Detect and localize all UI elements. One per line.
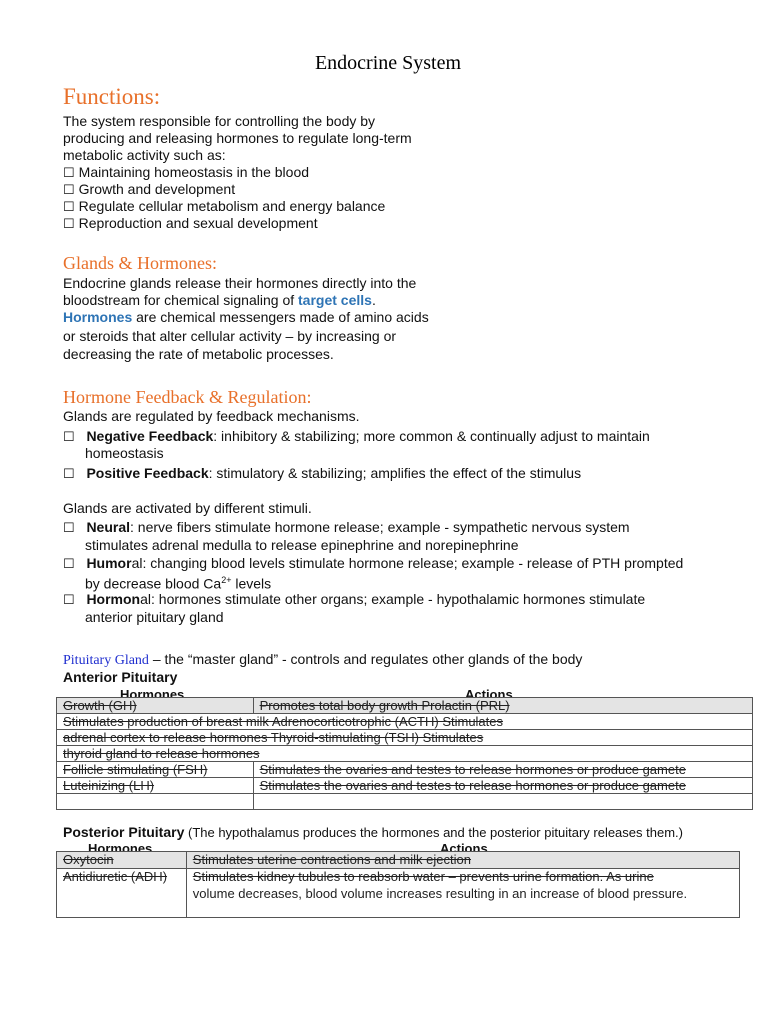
checkbox-icon: ☐ [63, 520, 75, 535]
table-cell: thyroid gland to release hormones [57, 746, 753, 762]
table-cell [253, 794, 752, 810]
glands-line-1: Endocrine glands release their hormones directly into the [63, 275, 417, 291]
glands-line-3: Hormones are chemical messengers made of amino acids [63, 309, 429, 325]
table-cell: Follicle stimulating (FSH) [57, 762, 254, 778]
hormonal-stimulus: ☐ Hormonal: hormones stimulate other organs; example - hypothalamic hormones stimulate [63, 591, 646, 607]
negative-feedback: ☐ Negative Feedback: inhibitory & stabilizing; more common & continually adjust to maintain [63, 428, 650, 444]
anterior-col-actions: Actions [465, 687, 513, 702]
table-cell: Stimulates kidney tubules to reabsorb water – prevents urine formation. As urine volume decreases, blood volume increases resulting in an increase of blood pressure. [186, 869, 739, 918]
functions-bullet: ☐ Maintaining homeostasis in the blood [63, 164, 310, 180]
posterior-col-actions: Actions [440, 841, 488, 856]
checkbox-icon: ☐ [63, 182, 75, 197]
table-row [57, 698, 753, 714]
neural-stimulus: ☐ Neural: nerve fibers stimulate hormone release; example - sympathetic nervous system [63, 519, 630, 535]
checkbox-icon: ☐ [63, 199, 75, 214]
checkbox-icon: ☐ [63, 165, 75, 180]
table-row [57, 869, 740, 918]
table-row [57, 714, 753, 730]
positive-feedback: ☐ Positive Feedback: stimulatory & stabilizing; amplifies the effect of the stimulus [63, 465, 582, 481]
table-cell: Stimulates the ovaries and testes to release hormones or produce gamete [253, 762, 752, 778]
checkbox-icon: ☐ [63, 429, 75, 444]
document-title: Endocrine System [314, 52, 462, 74]
glands-line-2: bloodstream for chemical signaling of target cells. [63, 292, 376, 308]
table-cell: Promotes total body growth Prolactin (PRL) [253, 698, 752, 714]
table-row [57, 746, 753, 762]
negative-feedback-cont: homeostasis [85, 445, 164, 461]
functions-bullet: ☐ Growth and development [63, 181, 236, 197]
anterior-col-hormones: Hormones [120, 687, 185, 702]
glands-heading: Glands & Hormones: [63, 253, 217, 273]
table-cell: Antidiuretic (ADH) [57, 869, 187, 918]
humoral-stimulus-cont: by decrease blood $Ca^{2+}$ levels [85, 575, 272, 592]
checkbox-icon: ☐ [63, 592, 75, 607]
table-row [57, 794, 753, 810]
table-cell: Growth (GH) [57, 698, 254, 714]
posterior-heading-line: Posterior Pituitary (The hypothalamus produces the hormones and the posterior pituitary releases them.) [63, 824, 683, 840]
table-cell: Stimulates uterine contractions and milk ejection [186, 852, 739, 869]
anterior-heading: Anterior Pituitary [63, 669, 178, 685]
hormonal-stimulus-cont: anterior pituitary gland [85, 609, 224, 625]
table-row [57, 852, 740, 869]
table-row [57, 778, 753, 794]
posterior-table [56, 851, 740, 918]
feedback-intro: Glands are regulated by feedback mechanisms. [63, 408, 360, 424]
checkbox-icon: ☐ [63, 466, 75, 481]
table-cell: adrenal cortex to release hormones Thyroid-stimulating (TSH) Stimulates [57, 730, 753, 746]
checkbox-icon: ☐ [63, 556, 75, 571]
checkbox-icon: ☐ [63, 216, 75, 231]
table-cell: Luteinizing (LH) [57, 778, 254, 794]
table-cell: Oxytocin [57, 852, 187, 869]
functions-heading: Functions: [63, 84, 161, 109]
posterior-col-hormones: Hormones [88, 841, 153, 856]
table-cell [57, 794, 254, 810]
neural-stimulus-cont: stimulates adrenal medulla to release epinephrine and norepinephrine [85, 537, 519, 553]
table-row [57, 730, 753, 746]
functions-line-2: producing and releasing hormones to regulate long-term [63, 130, 412, 146]
stimuli-intro: Glands are activated by different stimuli. [63, 500, 312, 516]
humoral-stimulus: ☐ Humoral: changing blood levels stimulate hormone release; example - release of PTH prompted [63, 555, 684, 571]
feedback-heading: Hormone Feedback & Regulation: [63, 387, 312, 407]
functions-bullet: ☐ Regulate cellular metabolism and energy balance [63, 198, 386, 214]
functions-line-3: metabolic activity such as: [63, 147, 226, 163]
table-cell: Stimulates production of breast milk Adrenocorticotrophic (ACTH) Stimulates [57, 714, 753, 730]
anterior-table [56, 697, 753, 810]
glands-line-5: decreasing the rate of metabolic processes. [63, 346, 334, 362]
table-cell: Stimulates the ovaries and testes to release hormones or produce gamete [253, 778, 752, 794]
pituitary-intro: Pituitary Gland – the “master gland” - controls and regulates other glands of the body [63, 651, 583, 668]
functions-line-1: The system responsible for controlling the body by [63, 113, 376, 129]
glands-line-4: or steroids that alter cellular activity – by increasing or [63, 328, 397, 344]
table-row [57, 762, 753, 778]
functions-bullet: ☐ Reproduction and sexual development [63, 215, 318, 231]
